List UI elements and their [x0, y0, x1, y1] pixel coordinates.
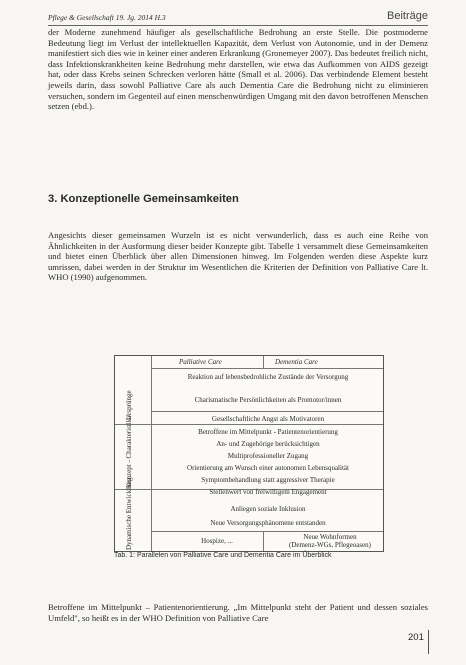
section-label: Beiträge — [387, 10, 428, 22]
table-row: Reaktion auf lebensbedrohliche Zustände der Versorgung — [187, 373, 349, 381]
paragraph-continuation: Betroffene im Mittelpunkt – Patientenorientierung. „Im Mittelpunkt steht der Patient und dessen soziales Umfeld", so heißt es in der WHO Definition von Palliative Care — [48, 602, 428, 623]
table-caption: Tab. 1: Parallelen von Palliative Care und Dementia Care im Überblick — [114, 552, 332, 559]
category-rule — [115, 424, 383, 425]
table-row: Betroffene im Mittelpunkt - Patientenorientierung — [198, 428, 338, 436]
table-row-right: Neue Wohnformen — [303, 533, 357, 541]
table-row: Anliegen soziale Inklusion — [230, 505, 306, 513]
column-header-palliative: Palliative Care — [179, 358, 222, 366]
header-rule — [48, 25, 428, 26]
column-header-dementia: Dementia Care — [275, 358, 318, 366]
running-header — [48, 11, 428, 25]
paragraph-body: Angesichts dieser gemeinsamen Wurzeln ist es nicht verwunderlich, dass es auch eine Reihe von Ähnlichkeiten in der Ausformung dieser beider Konzepte gibt. Tabelle 1 versammelt diese Gemeinsamkeiten und bietet einen Überblick über allen Dimensionen hinweg. Im Folgenden werden diese Aspekte kurz umrissen, dabei werden in der Struktur im Wesentlichen die Kriterien der Definition von Palliative Care lt. WHO (1990) aufgenommen. — [48, 230, 428, 283]
page-number-rule — [428, 630, 429, 654]
table-row: Multiprofessioneller Zugang — [227, 452, 309, 460]
table-row-left: Hospize, ... — [201, 537, 233, 545]
row-rule — [151, 531, 383, 532]
table-row: Symptombehandlung statt aggressiver Therapie — [201, 476, 335, 484]
category-origins: Ursprünge — [125, 390, 133, 420]
table-row: Gesellschaftliche Angst als Motivatoren — [211, 415, 325, 423]
table-row: Stellenwert von freiwilligem Engagement — [209, 488, 327, 496]
row-rule — [151, 368, 383, 369]
table-row-right: (Demenz-WGs, Pflegeoasen) — [288, 541, 372, 549]
category-development: Dynamische Entwicklung — [125, 477, 133, 550]
category-concept: Konzept - Charakteristika — [125, 415, 133, 488]
page-number: 201 — [408, 632, 424, 643]
journal-title: Pflege & Gesellschaft 19. Jg. 2014 H.3 — [48, 13, 166, 22]
row-rule — [151, 411, 383, 412]
table-row: Orientierung am Wunsch einer autonomen Lebensqualität — [187, 464, 349, 472]
category-divider — [151, 356, 152, 551]
section-heading: 3. Konzeptionelle Gemeinsamkeiten — [48, 193, 239, 205]
table-row: Charismatische Persönlichkeiten als Promotor/innen — [194, 396, 342, 404]
column-divider-top — [263, 356, 264, 368]
comparison-table — [114, 355, 384, 552]
paragraph-intro: der Moderne zunehmend häufiger als gesellschaftliche Bedrohung an erste Stelle. Die postmoderne Bedeutung liegt im Verlust der intellektuellen Kapazität, dem Verlust von Autonomie, und in der Demenz manifestiert sich dies wie in keiner einer anderen Erkrankung (Gronemeyer 2007). Das bedeutet freilich nicht, dass Infektionskrankheiten keine Bedrohung mehr darstellen, wie etwa das Aufkommen von AIDS gezeigt hat, oder dass Krebs seinen Schrecken verloren hätte (Small et al. 2006). Das verbindende Element besteht jeweils darin, dass sowohl Palliative Care als auch Dementia Care die Bedrohung nicht zu eliminieren versuchen, sondern im Gegenteil auf einen menschenwürdigen Umgang mit den davon betroffenen Menschen setzen (ebd.). — [48, 27, 428, 112]
table-row: An- und Zugehörige berücksichtigen — [216, 440, 320, 448]
table-row: Neue Versorgungsphänomene entstanden — [210, 519, 326, 527]
